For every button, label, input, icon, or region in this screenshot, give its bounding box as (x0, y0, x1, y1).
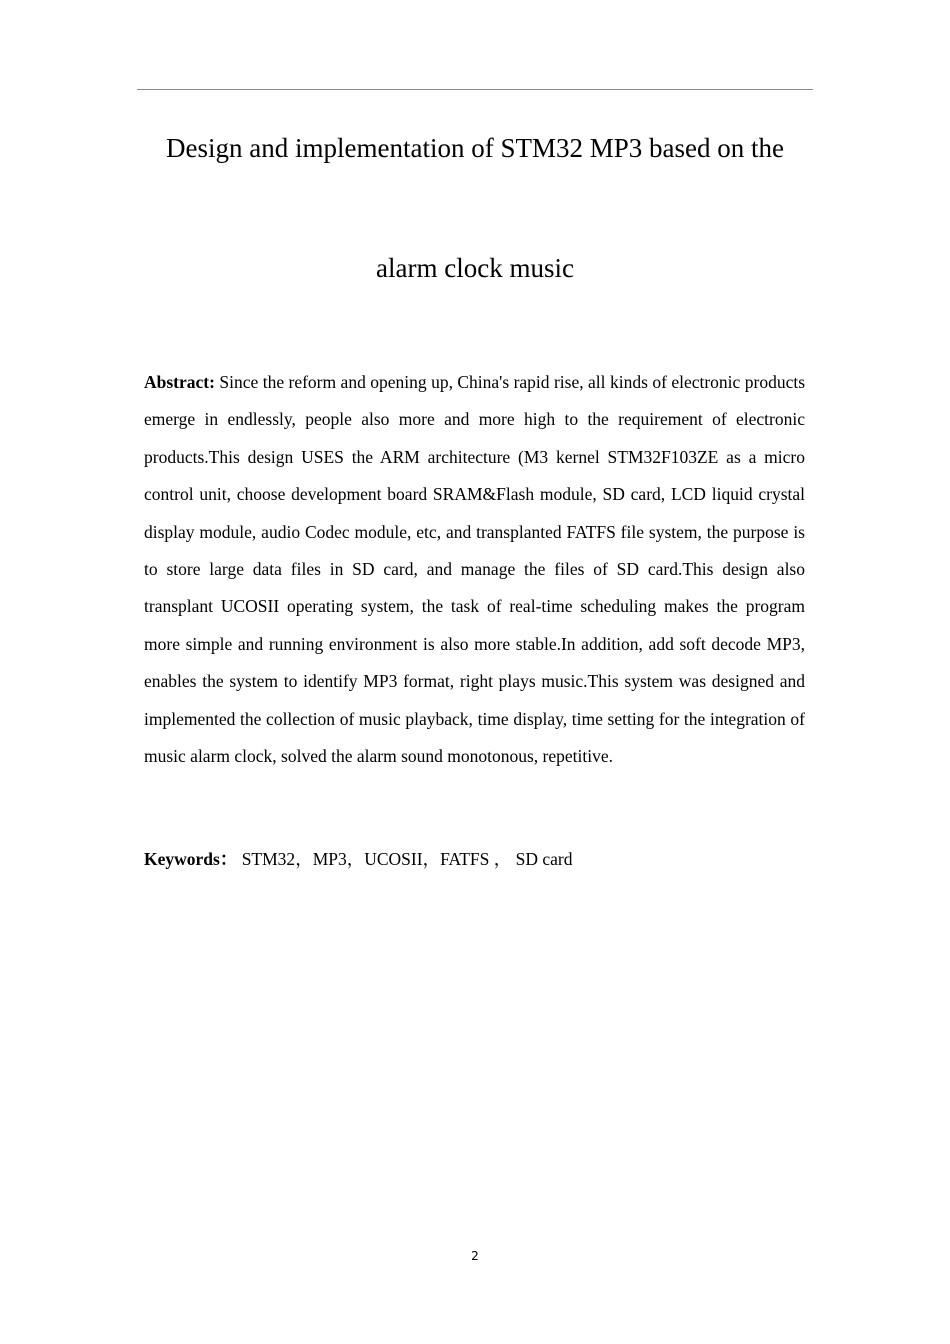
keyword-item: MP3 (312, 849, 347, 869)
page-number: 2 (471, 1249, 479, 1263)
paper-title-line-1: Design and implementation of STM32 MP3 based on the (166, 133, 784, 163)
keyword-item: STM32 (241, 849, 296, 869)
keyword-item: SD card (515, 849, 573, 869)
keyword-separator: ， (346, 849, 365, 869)
abstract-paragraph (144, 364, 805, 775)
keyword-item: UCOSII (364, 849, 423, 869)
keywords-line (144, 846, 805, 872)
header-rule (137, 89, 813, 90)
keyword-separator: ， (493, 849, 512, 869)
abstract-text: Since the reform and opening up, China's rapid rise, all kinds of electronic products emerge in endlessly, people also more and more high to the requirement of electronic products.This design USES the ARM architecture (M3 kernel STM32F103ZE as a micro control unit, choose development board SRAM&Flash module, SD card, LCD liquid crystal display module, audio Codec module, etc, and transplanted FATFS file system, the purpose is to store large data files in SD card, and manage the files of SD card.This design also transplant UCOSII operating system, the task of real-time scheduling makes the program more simple and running environment is also more stable.In addition, add soft decode MP3, enables the system to identify MP3 format, right plays music.This system was designed and implemented the collection of music playback, time display, time setting for the integration of music alarm clock, solved the alarm sound monotonous, repetitive. (144, 372, 806, 767)
keywords-label: Keywords： (144, 849, 238, 869)
abstract-label: Abstract: (144, 372, 215, 392)
keyword-item: FATFS (440, 849, 490, 869)
keyword-separator: ， (422, 849, 441, 869)
paper-title-line-2: alarm clock music (376, 253, 574, 283)
keyword-separator: ， (295, 849, 313, 869)
